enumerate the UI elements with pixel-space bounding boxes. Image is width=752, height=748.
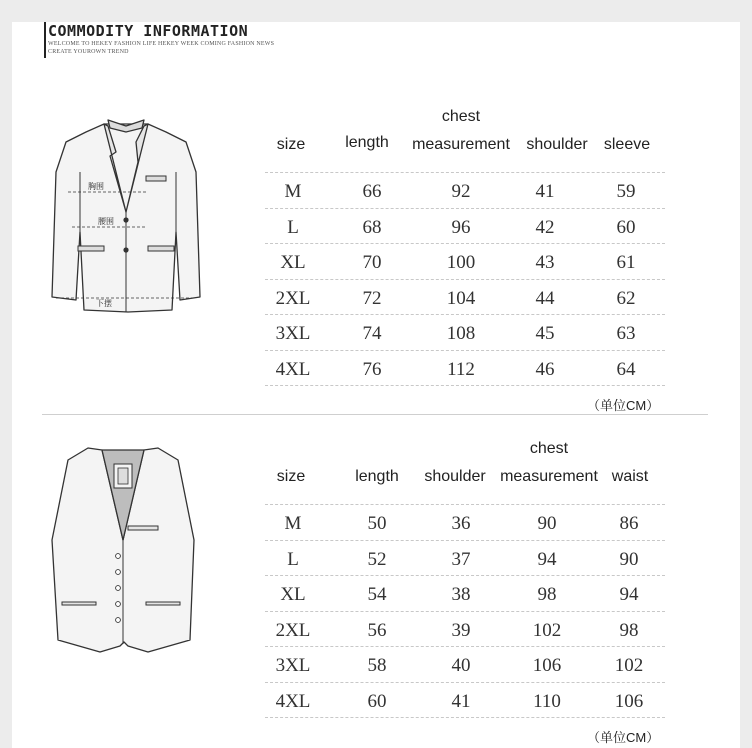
table-cell: 72	[362, 287, 382, 309]
table-cell: 110	[533, 690, 561, 712]
table-cell: 63	[616, 323, 636, 344]
jacket-header-shoulder: shoulder	[526, 136, 588, 153]
table-cell: 44	[535, 287, 555, 309]
table-cell: 61	[616, 252, 636, 273]
jacket-header-chest-top: chest	[441, 108, 481, 125]
table-cell: 42	[535, 216, 555, 238]
table-cell: 37	[451, 548, 471, 570]
table-cell: L	[287, 548, 299, 570]
header-title: COMMODITY INFORMATION	[48, 22, 249, 40]
vest-header-shoulder: shoulder	[424, 468, 486, 485]
table-cell: 90	[537, 513, 557, 534]
table-cell: 56	[367, 619, 387, 641]
table-cell: 45	[535, 323, 555, 344]
jacket-header-size: size	[276, 136, 306, 153]
table-row	[265, 172, 665, 209]
table-row	[265, 575, 665, 612]
table-cell: 104	[446, 287, 476, 309]
table-cell: XL	[280, 252, 306, 273]
table-cell: 40	[451, 655, 471, 676]
jacket-illustration	[46, 112, 206, 322]
table-row	[265, 682, 665, 719]
table-cell: 112	[447, 358, 475, 380]
jacket-unit-label: （单位CM）	[587, 398, 660, 413]
jacket-waist-label: 腰围	[98, 217, 114, 226]
table-cell: 58	[367, 655, 387, 676]
table-cell: 46	[535, 358, 555, 380]
table-cell: 54	[367, 584, 387, 605]
table-cell: 68	[362, 216, 382, 238]
table-row	[265, 350, 665, 387]
vest-header-waist: waist	[611, 468, 649, 485]
table-cell: 43	[535, 252, 555, 273]
table-cell: 102	[614, 655, 644, 676]
table-cell: 60	[616, 216, 636, 238]
table-cell: 106	[614, 690, 644, 712]
table-cell: 52	[367, 548, 387, 570]
table-cell: 98	[619, 619, 639, 641]
table-cell: 96	[451, 216, 471, 238]
table-cell: 86	[619, 513, 639, 534]
table-cell: 66	[362, 181, 382, 202]
table-cell: M	[284, 513, 302, 534]
jacket-hem-label: 下摆	[96, 299, 112, 308]
table-row	[265, 504, 665, 541]
table-cell: 41	[451, 690, 471, 712]
table-cell: 36	[451, 513, 471, 534]
table-cell: 94	[537, 548, 557, 570]
jacket-chest-label: 胸围	[88, 182, 104, 191]
vest-size-table	[265, 437, 665, 747]
table-cell: M	[284, 181, 302, 202]
table-cell: 3XL	[275, 323, 311, 344]
section-divider	[42, 414, 708, 415]
jacket-header-sleeve: sleeve	[603, 136, 651, 153]
table-cell: 2XL	[275, 287, 311, 309]
table-cell: 60	[367, 690, 387, 712]
vest-header-chest-bottom: measurement	[500, 468, 598, 485]
vest-header-size: size	[276, 468, 306, 485]
table-cell: 62	[616, 287, 636, 309]
table-cell: 90	[619, 548, 639, 570]
table-cell: 3XL	[275, 655, 311, 676]
table-cell: 94	[619, 584, 639, 605]
table-cell: 92	[451, 181, 471, 202]
table-cell: 2XL	[275, 619, 311, 641]
table-row	[265, 611, 665, 648]
table-cell: 102	[532, 619, 562, 641]
table-cell: 4XL	[275, 690, 311, 712]
table-row	[265, 314, 665, 351]
jacket-header-length: length	[345, 134, 389, 151]
header-subtitle-line1: WELCOME TO HEKEY FASHION LIFE HEKEY WEEK COMING FASHION NEWS	[48, 41, 275, 47]
table-row	[265, 279, 665, 316]
table-cell: 38	[451, 584, 471, 605]
table-cell: 64	[616, 358, 636, 380]
table-row	[265, 208, 665, 245]
vest-header-chest-top: chest	[529, 440, 569, 457]
table-cell: XL	[280, 584, 306, 605]
table-cell: 76	[362, 358, 382, 380]
vest-unit-label: （单位CM）	[587, 730, 660, 745]
table-cell: 74	[362, 323, 382, 344]
table-cell: 98	[537, 584, 557, 605]
table-cell: 39	[451, 619, 471, 641]
table-cell: 70	[362, 252, 382, 273]
table-cell: L	[287, 216, 299, 238]
jacket-header-chest-bottom: measurement	[412, 136, 510, 153]
commodity-header	[48, 22, 274, 56]
table-row	[265, 646, 665, 683]
table-bottom-rule	[265, 717, 665, 718]
table-cell: 108	[446, 323, 476, 344]
table-cell: 4XL	[275, 358, 311, 380]
table-bottom-rule	[265, 385, 665, 386]
table-cell: 59	[616, 181, 636, 202]
table-cell: 50	[367, 513, 387, 534]
header-subtitle-line2: CREATE YOUROWN TREND	[48, 49, 129, 55]
vest-illustration	[48, 440, 198, 660]
table-row	[265, 540, 665, 577]
table-cell: 41	[535, 181, 555, 202]
table-cell: 106	[532, 655, 562, 676]
table-row	[265, 243, 665, 280]
vest-header-length: length	[355, 468, 399, 485]
table-cell: 100	[446, 252, 476, 273]
jacket-size-table	[265, 105, 665, 415]
header-accent-bar	[44, 22, 46, 58]
